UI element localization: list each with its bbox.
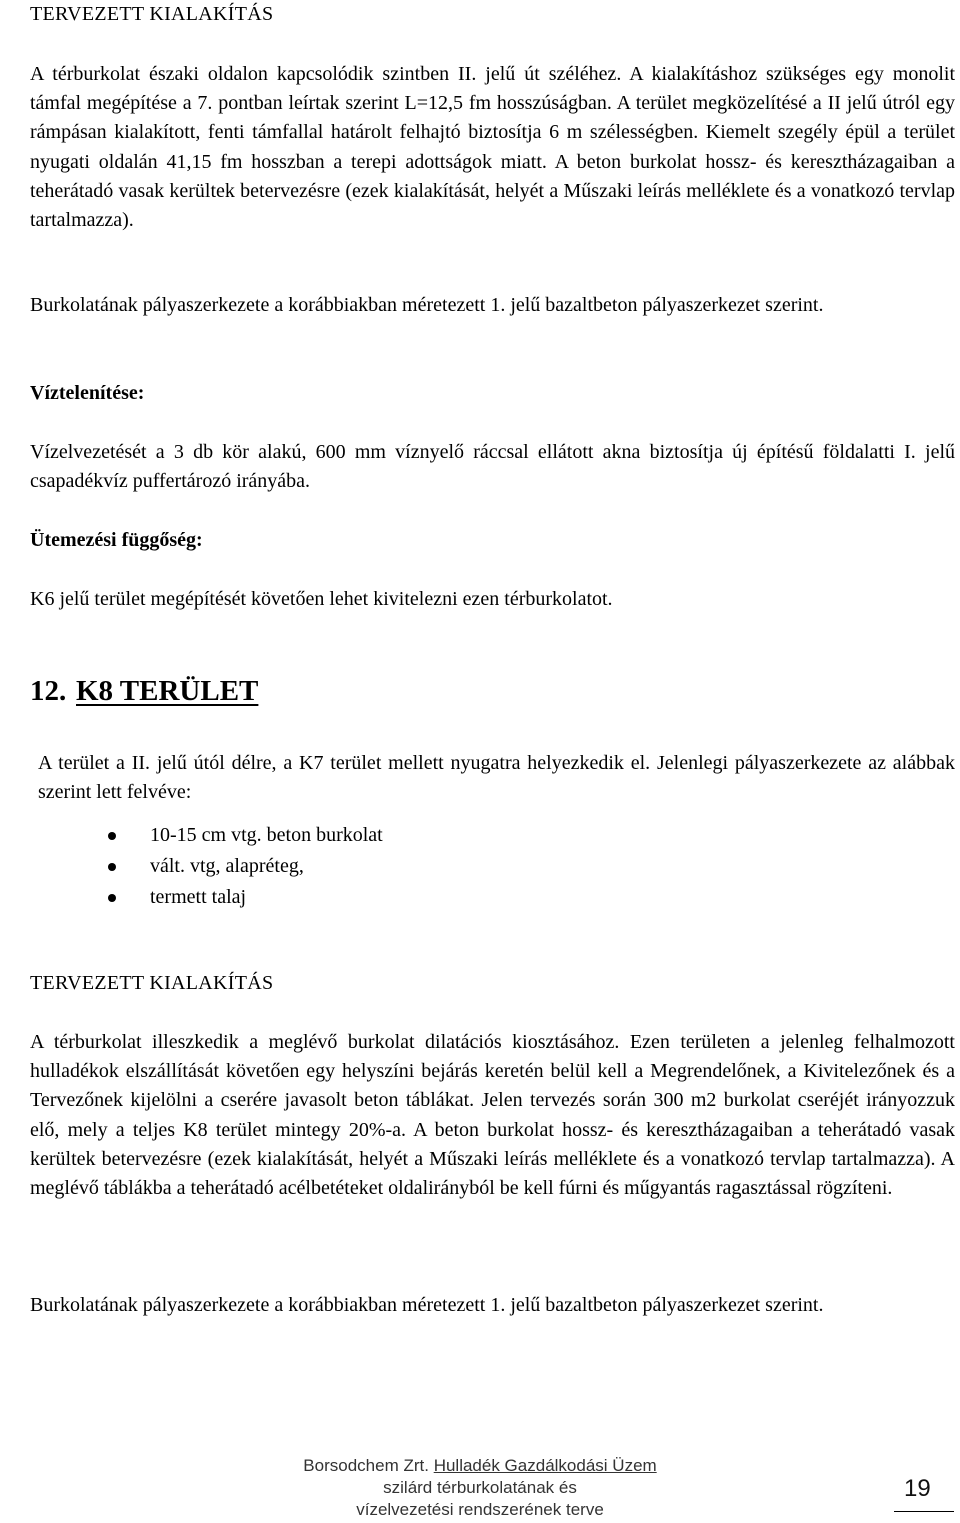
footer-project-title (200, 1455, 760, 1521)
paragraph-k8-design: A térburkolat illeszkedik a meglévő burkolat dilatációs kiosztásához. Ezen területen a jelenleg felhalmozott hulladékok elszállítását követően egy helyszíni bejárás keretén belül kell a Megrendelőnek, a Kivitelezőnek és a Tervezőnek kijelölni a cserére javasolt beton táblákat. Jelen tervezés során 300 m2 burkolat cseréjét irányozzuk elő, mely a teljes K8 terület mintegy 20%-a. A beton burkolat hossz- és keresztházagaiban a teherátadó vasak kerültek betervezésre (ezek kialakítását, helyét a Műszaki leírás melléklete és a vonatkozó tervlap tartalmazza). A meglévő táblákba a teherátadó acélbetéteket oldalirányból be kell fúrni és műgyantás ragasztással rögzíteni. (30, 1031, 955, 1200)
chapter-number: 12. (30, 675, 67, 707)
section-heading-planned-design-2: TERVEZETT KIALAKÍTÁS (30, 972, 274, 994)
bullet-icon (108, 863, 116, 871)
chapter-title: K8 TERÜLET (76, 675, 259, 707)
footer-line1: Hulladék Gazdálkodási Üzem (433, 1456, 657, 1475)
footer-line2: szilárd térburkolatának és (383, 1478, 577, 1497)
bullet-icon (108, 894, 116, 902)
footer-line3: vízelvezetési rendszerének terve (356, 1500, 604, 1519)
page-number-divider (894, 1511, 954, 1512)
paragraph-drainage: Vízelvezetését a 3 db kör alakú, 600 mm víznyelő ráccsal ellátott akna biztosítja új építésű földalatti I. jelű csapadékvíz puffertározó irányába. (30, 441, 955, 493)
bullet-icon (108, 832, 116, 840)
page-footer (0, 1455, 960, 1523)
heading-drainage: Víztelenítése: (30, 382, 145, 404)
paragraph-pavement-structure: Burkolatának pályaszerkezete a korábbiakban méretezett 1. jelű bazaltbeton pályaszerkezet szerint. (30, 294, 824, 316)
section-heading-planned-design: TERVEZETT KIALAKÍTÁS (30, 3, 274, 25)
current-structure-list (108, 820, 383, 913)
list-item: vált. vtg, alapréteg, (108, 851, 383, 882)
paragraph-k8-intro: A terület a II. jelű útól délre, a K7 terület mellett nyugatra helyezkedik el. Jelenlegi pályaszerkezete az alábbak szerint lett felvéve: (38, 752, 955, 804)
footer-company: Borsodchem Zrt. (303, 1456, 429, 1475)
paragraph-scheduling: K6 jelű terület megépítését követően lehet kivitelezni ezen térburkolatot. (30, 588, 613, 610)
list-item: termett talaj (108, 882, 383, 913)
paragraph-pavement-structure-2: Burkolatának pályaszerkezete a korábbiakban méretezett 1. jelű bazaltbeton pályaszerkezet szerint. (30, 1294, 824, 1316)
heading-scheduling: Ütemezési függőség: (30, 529, 203, 551)
paragraph-retaining-wall: A térburkolat északi oldalon kapcsolódik szintben II. jelű út széléhez. A kialakításhoz szükséges egy monolit támfal megépítése a 7. pontban leírtak szerint L=12,5 fm hosszúságban. A terület megközelítésé a II jelű útról egy rámpásan kialakított, fenti támfallal határolt felhajtó biztosítja 6 m szélességben. Kiemelt szegély épül a terület nyugati oldalán 41,15 fm hosszban a terepi adottságok miatt. A beton burkolat hossz- és keresztházagaiban a teherátadó vasak kerültek betervezésre (ezek kialakítását, helyét a Műszaki leírás melléklete és a vonatkozó tervlap tartalmazza). (30, 63, 955, 232)
page-number: 19 (904, 1475, 931, 1502)
list-item: 10-15 cm vtg. beton burkolat (108, 820, 383, 851)
chapter-heading (30, 671, 258, 711)
